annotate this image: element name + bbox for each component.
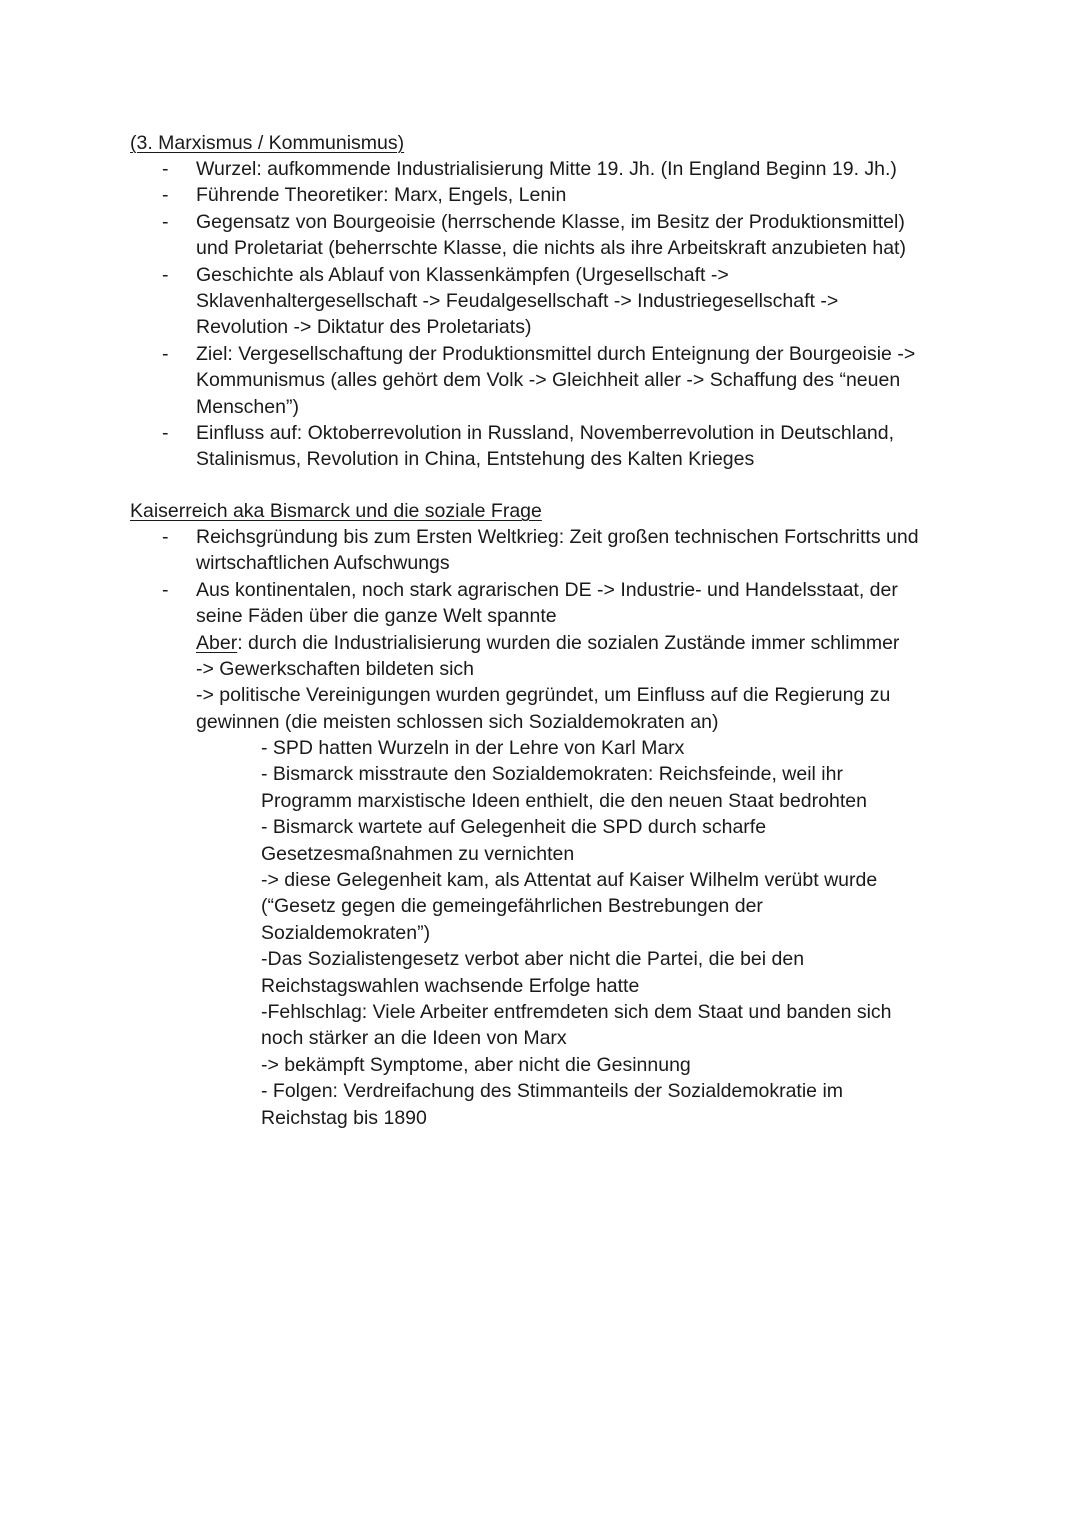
bullet-line: Führende Theoretiker: Marx, Engels, Lenin <box>196 184 567 207</box>
bullet-dash: - <box>162 342 169 365</box>
aber-word: Aber <box>196 631 238 654</box>
sub-note-line: - SPD hatten Wurzeln in der Lehre von Karl Marx <box>261 737 685 759</box>
bullet-item <box>130 420 950 473</box>
continuation-line: -> Gewerkschaften bildeten sich <box>196 658 475 681</box>
bullet-list-marxismus <box>130 156 950 473</box>
aber-line <box>196 630 950 656</box>
sub-note-line: Reichstagswahlen wachsende Erfolge hatte <box>261 974 640 997</box>
bullet-line: Gegensatz von Bourgeoisie (herrschende Klasse, im Besitz der Produktionsmittel) <box>196 210 905 233</box>
bullet-line: Stalinismus, Revolution in China, Entstehung des Kalten Krieges <box>196 448 755 471</box>
bullet-dash: - <box>162 578 169 601</box>
bullet-line: Einfluss auf: Oktoberrevolution in Russland, Novemberrevolution in Deutschland, <box>196 422 895 445</box>
bullet-dash: - <box>162 184 169 207</box>
aber-rest: : durch die Industrialisierung wurden die sozialen Zustände immer schlimmer <box>237 631 900 654</box>
bullet-dash: - <box>162 422 169 445</box>
bullet-dash: - <box>162 210 169 233</box>
bullet-line: wirtschaftlichen Aufschwungs <box>196 552 450 575</box>
bullet-line: Menschen”) <box>196 395 299 418</box>
sub-note-line: - Bismarck misstraute den Sozialdemokraten: Reichsfeinde, weil ihr <box>261 763 843 786</box>
bullet-item <box>130 262 950 341</box>
bullet-line: Geschichte als Ablauf von Klassenkämpfen (Urgesellschaft -> <box>196 263 729 286</box>
bullet-line: Kommunismus (alles gehört dem Volk -> Gleichheit aller -> Schaffung des “neuen <box>196 369 901 392</box>
sub-note-line: -Fehlschlag: Viele Arbeiter entfremdeten sich dem Staat und banden sich <box>261 1001 892 1024</box>
bullet-item <box>130 341 950 420</box>
section-heading-kaiserreich: Kaiserreich aka Bismarck und die soziale Frage <box>130 500 542 522</box>
sub-note-line: -Das Sozialistengesetz verbot aber nicht die Partei, die bei den <box>261 948 805 971</box>
bullet-line: Ziel: Vergesellschaftung der Produktionsmittel durch Enteignung der Bourgeoisie -> <box>196 342 916 365</box>
bullet-dash: - <box>162 526 169 548</box>
bullet-line: Revolution -> Diktatur des Proletariats) <box>196 316 532 339</box>
sub-notes-block <box>261 735 941 1131</box>
sub-note-line: (“Gesetz gegen die gemeingefährlichen Bestrebungen der <box>261 895 763 918</box>
bullet-list-kaiserreich <box>130 524 950 735</box>
sub-note-line: Sozialdemokraten”) <box>261 921 431 944</box>
sub-note-line: Reichstag bis 1890 <box>261 1106 427 1129</box>
bullet-item <box>130 182 950 208</box>
sub-note-line: - Bismarck wartete auf Gelegenheit die SPD durch scharfe <box>261 816 767 839</box>
continuation-line: -> politische Vereinigungen wurden gegründet, um Einfluss auf die Regierung zu <box>196 684 891 707</box>
bullet-item <box>130 577 950 735</box>
section-heading-marxismus: (3. Marxismus / Kommunismus) <box>130 132 405 154</box>
bullet-line: und Proletariat (beherrschte Klasse, die nichts als ihre Arbeitskraft anzubieten hat) <box>196 237 906 260</box>
bullet-item <box>130 156 950 182</box>
bullet-line: seine Fäden über die ganze Welt spannte <box>196 605 557 628</box>
bullet-dash: - <box>162 263 169 286</box>
sub-note-line: Programm marxistische Ideen enthielt, die den neuen Staat bedrohten <box>261 789 867 812</box>
bullet-item <box>130 524 950 577</box>
bullet-item <box>130 209 950 262</box>
sub-note-line: noch stärker an die Ideen von Marx <box>261 1027 567 1050</box>
bullet-dash: - <box>162 158 169 180</box>
sub-note-line: - Folgen: Verdreifachung des Stimmanteils der Sozialdemokratie im <box>261 1080 844 1103</box>
continuation-line: gewinnen (die meisten schlossen sich Sozialdemokraten an) <box>196 710 719 733</box>
sub-note-line: -> bekämpft Symptome, aber nicht die Gesinnung <box>261 1053 691 1076</box>
bullet-line: Wurzel: aufkommende Industrialisierung Mitte 19. Jh. (In England Beginn 19. Jh.) <box>196 158 897 180</box>
sub-note-line: -> diese Gelegenheit kam, als Attentat auf Kaiser Wilhelm verübt wurde <box>261 869 878 892</box>
sub-note-line: Gesetzesmaßnahmen zu vernichten <box>261 842 575 865</box>
bullet-line: Reichsgründung bis zum Ersten Weltkrieg: Zeit großen technischen Fortschritts und <box>196 526 919 548</box>
bullet-line: Aus kontinentalen, noch stark agrarischen DE -> Industrie- und Handelsstaat, der <box>196 578 898 601</box>
bullet-line: Sklavenhaltergesellschaft -> Feudalgesellschaft -> Industriegesellschaft -> <box>196 290 839 313</box>
